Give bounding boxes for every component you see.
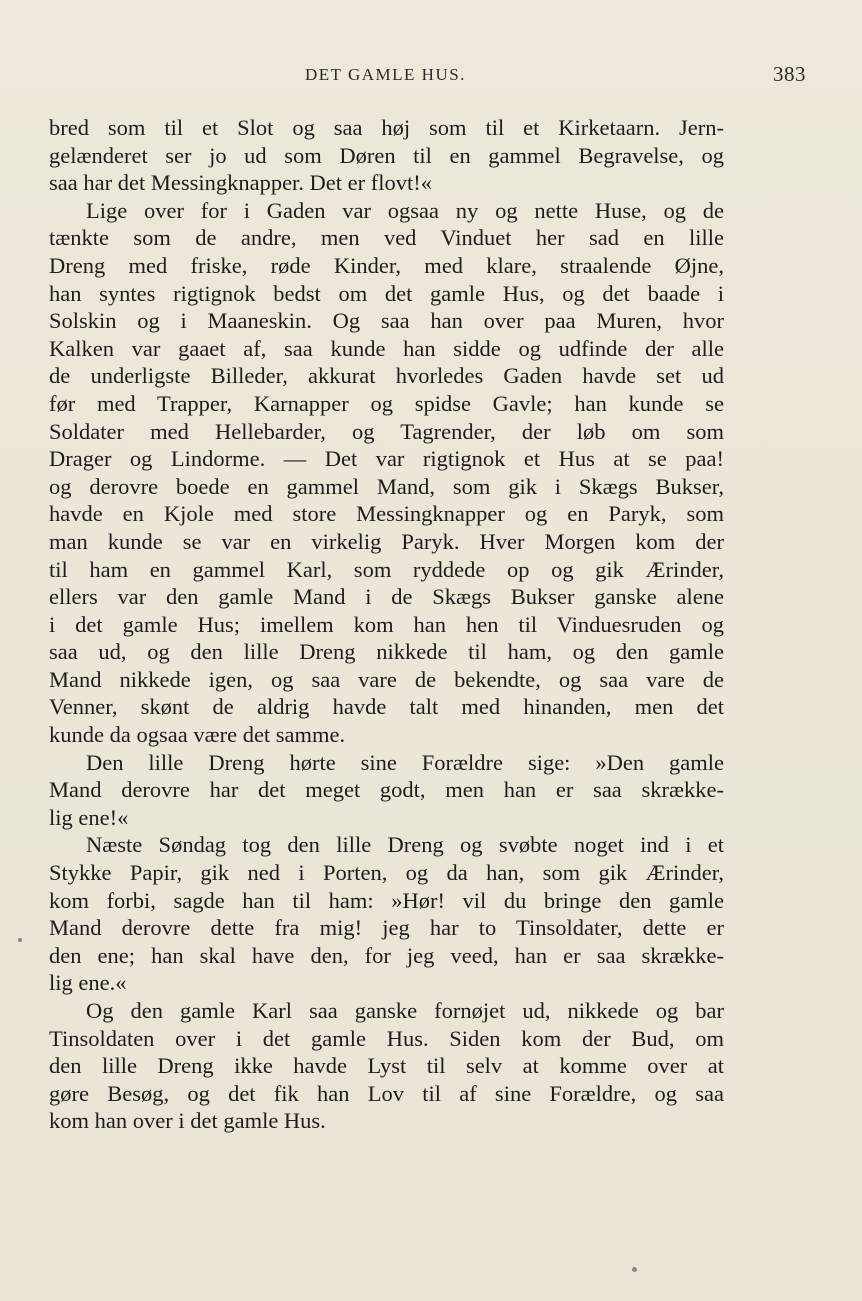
text-line: tænkte som de andre, men ved Vinduet her sad en lille: [49, 225, 724, 251]
chapter-title: DET GAMLE HUS.: [305, 65, 466, 84]
text-line: gøre Besøg, og det fik han Lov til af sine Forældre, og saa: [49, 1080, 724, 1106]
text-line: ellers var den gamle Mand i de Skægs Bukser ganske alene: [49, 584, 724, 610]
text-line: kom han over i det gamle Hus.: [49, 1108, 326, 1134]
paragraph: [49, 197, 724, 749]
paragraph: [49, 831, 724, 997]
text-line: den lille Dreng ikke havde Lyst til selv at komme over at: [49, 1053, 724, 1079]
text-line: Soldater med Hellebarder, og Tagrender, der løb om som: [49, 418, 724, 444]
text-line: kunde da ogsaa være det samme.: [49, 722, 346, 748]
paragraph: [49, 749, 724, 832]
text-line: kom forbi, sagde han til ham: »Hør! vil du bringe den gamle: [49, 887, 724, 913]
text-line: Tinsoldaten over i det gamle Hus. Siden kom der Bud, om: [49, 1025, 724, 1051]
text-line: og derovre boede en gammel Mand, som gik i Skægs Bukser,: [49, 473, 724, 499]
text-line: havde en Kjole med store Messingknapper og en Paryk, som: [49, 501, 724, 527]
text-line: i det gamle Hus; imellem kom han hen til Vinduesruden og: [49, 611, 724, 637]
text-line: man kunde se var en virkelig Paryk. Hver Morgen kom der: [49, 528, 724, 554]
text-line: lig ene!«: [49, 804, 129, 830]
page-number: 383: [773, 62, 806, 86]
text-line: saa har det Messingknapper. Det er flovt!«: [49, 170, 433, 196]
paper-speck: [632, 1267, 637, 1272]
text-line: Den lille Dreng hørte sine Forældre sige: »Den gamle: [86, 749, 724, 775]
text-line: Venner, skønt de aldrig havde talt med hinanden, men det: [49, 694, 724, 720]
text-line: lig ene.«: [49, 970, 127, 996]
text-line: de underligste Billeder, akkurat hvorledes Gaden havde set ud: [49, 363, 724, 389]
paragraph: [49, 997, 724, 1135]
text-line: Lige over for i Gaden var ogsaa ny og nette Huse, og de: [86, 197, 724, 223]
text-line: til ham en gammel Karl, som ryddede op og gik Ærinder,: [49, 556, 724, 582]
text-line: Og den gamle Karl saa ganske fornøjet ud, nikkede og bar: [86, 998, 724, 1023]
text-line: han syntes rigtignok bedst om det gamle Hus, og det baade i: [49, 280, 724, 306]
running-head: [0, 62, 862, 92]
text-line: Næste Søndag tog den lille Dreng og svøbte noget ind i et: [86, 832, 724, 858]
text-line: Stykke Papir, gik ned i Porten, og da han, som gik Ærinder,: [49, 860, 724, 886]
text-line: før med Trapper, Karnapper og spidse Gavle; han kunde se: [49, 390, 724, 416]
text-line: Drager og Lindorme. — Det var rigtignok et Hus at se paa!: [49, 446, 724, 472]
text-line: saa ud, og den lille Dreng nikkede til ham, og den gamle: [49, 639, 724, 665]
body-text: [49, 114, 724, 1135]
text-line: Dreng med friske, røde Kinder, med klare, straalende Øjne,: [49, 252, 724, 278]
text-line: Kalken var gaaet af, saa kunde han sidde og udfinde der alle: [49, 335, 724, 361]
text-line: Mand derovre har det meget godt, men han er saa skrække-: [49, 777, 724, 803]
text-line: Mand nikkede igen, og saa vare de bekendte, og saa vare de: [49, 666, 724, 692]
text-line: bred som til et Slot og saa høj som til et Kirketaarn. Jern-: [49, 115, 724, 140]
text-line: gelænderet ser jo ud som Døren til en gammel Begravelse, og: [49, 142, 724, 168]
paper-speck: [18, 938, 22, 942]
paragraph: [49, 114, 724, 197]
text-line: den ene; han skal have den, for jeg veed, han er saa skrække-: [49, 942, 724, 968]
text-line: Solskin og i Maaneskin. Og saa han over paa Muren, hvor: [49, 308, 724, 334]
text-line: Mand derovre dette fra mig! jeg har to Tinsoldater, dette er: [49, 915, 724, 941]
